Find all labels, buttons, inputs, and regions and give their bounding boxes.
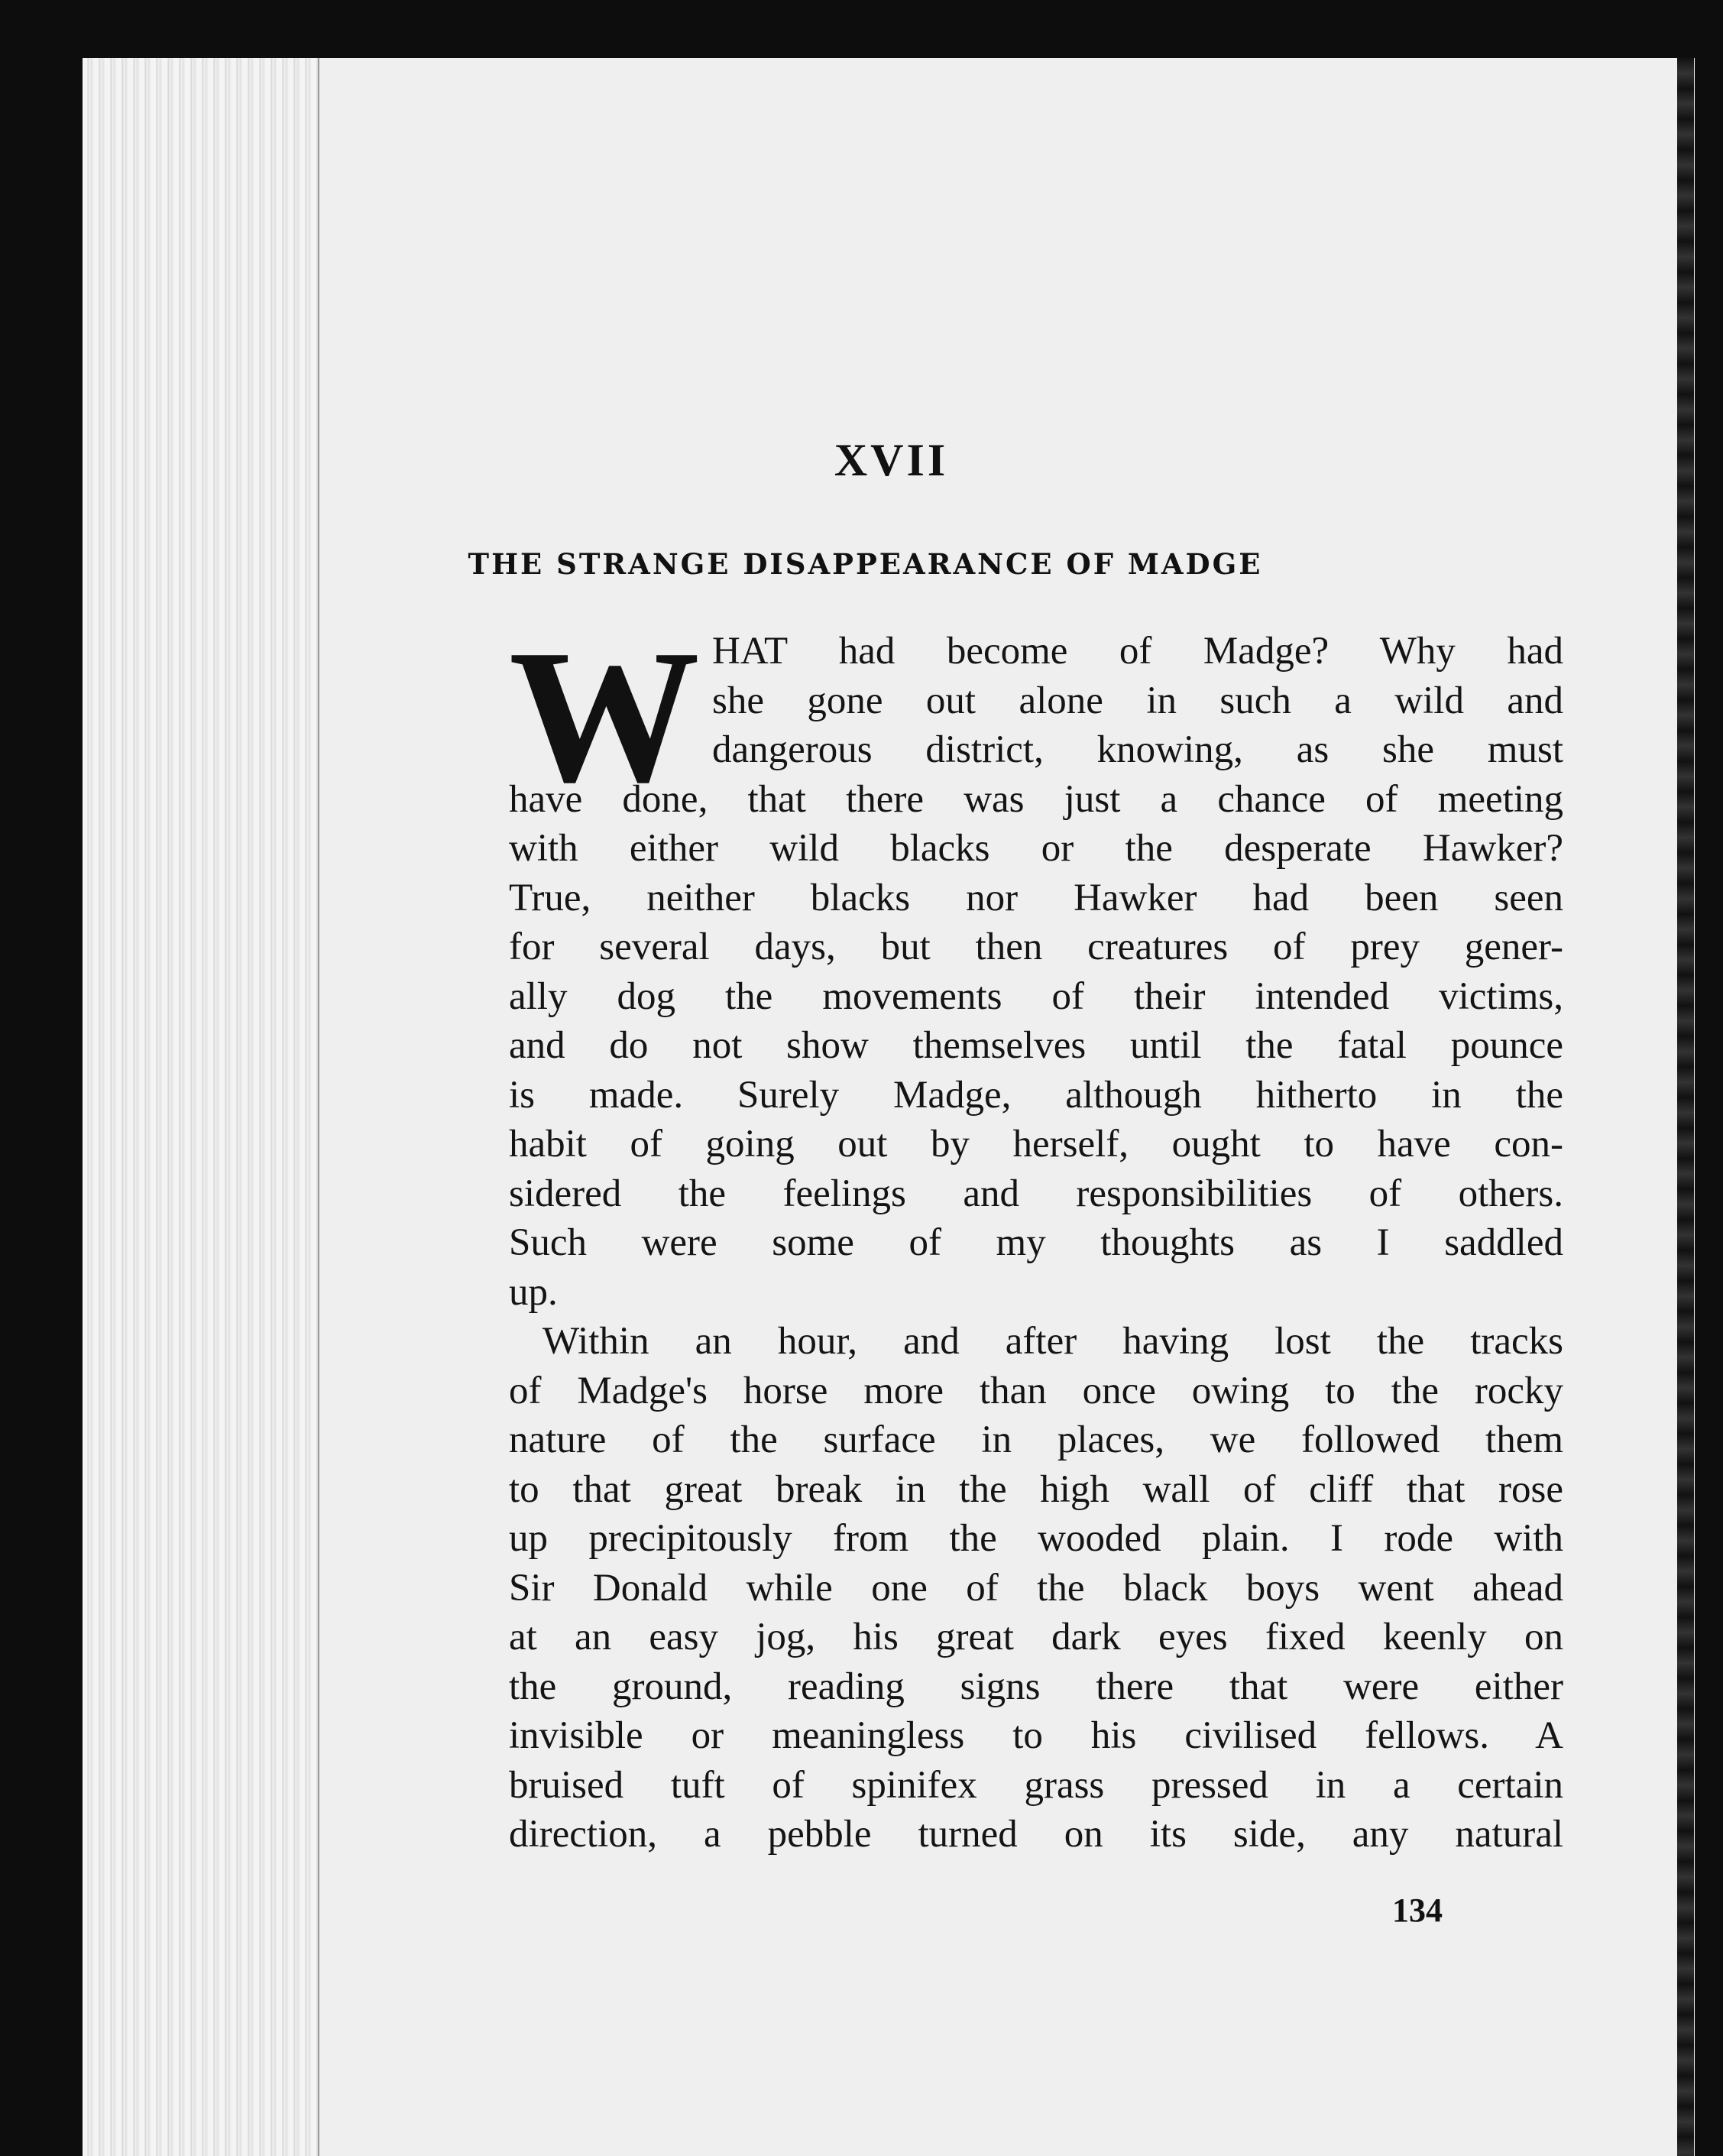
book-right-edge <box>1677 58 1694 2156</box>
text-line: dangerous district, knowing, as she must <box>712 728 1563 771</box>
text-line: habit of going out by herself, ought to have con- <box>509 1123 1563 1166</box>
text-line: sidered the feelings and responsibilities of others. <box>509 1172 1563 1215</box>
text-line: HAT had become of Madge? Why had <box>712 630 1563 673</box>
text-line: is made. Surely Madge, although hitherto in the <box>509 1073 1563 1117</box>
text-line: Sir Donald while one of the black boys went ahead <box>509 1566 1563 1610</box>
chapter-number: XVII <box>834 435 949 485</box>
text-line: the ground, reading signs there that were either <box>509 1665 1563 1708</box>
text-line: to that great break in the high wall of cliff that rose <box>509 1467 1563 1511</box>
text-line: she gone out alone in such a wild and <box>712 679 1563 722</box>
text-line: for several days, but then creatures of prey gener- <box>509 926 1563 968</box>
body-text <box>509 611 1563 1859</box>
text-line: of Madge's horse more than once owing to the rocky <box>509 1369 1563 1412</box>
text-line: direction, a pebble turned on its side, any natural <box>509 1813 1563 1856</box>
page-edges <box>83 58 319 2156</box>
chapter-title: THE STRANGE DISAPPEARANCE OF MADGE <box>468 547 1263 581</box>
text-line: bruised tuft of spinifex grass pressed in a certain <box>509 1763 1563 1807</box>
text-line: up precipitously from the wooded plain. I rode with <box>509 1517 1563 1560</box>
text-line: ally dog the movements of their intended victims, <box>509 974 1563 1018</box>
text-line: invisible or meaningless to his civilised fellows. A <box>509 1714 1563 1757</box>
text-line: with either wild blacks or the desperate Hawker? <box>509 827 1563 870</box>
text-line: at an easy jog, his great dark eyes fixed keenly on <box>509 1616 1563 1658</box>
text-line: Within an hour, and after having lost the tracks <box>542 1320 1563 1363</box>
text-line: True, neither blacks nor Hawker had been seen <box>509 876 1563 919</box>
text-line: and do not show themselves until the fatal pounce <box>509 1024 1563 1067</box>
text-line: have done, that there was just a chance of meeting <box>509 777 1563 821</box>
text-line: up. <box>509 1270 558 1314</box>
text-line: Such were some of my thoughts as I saddled <box>509 1221 1563 1264</box>
page-number: 134 <box>1392 1892 1443 1929</box>
drop-cap: W <box>509 611 700 822</box>
text-line: nature of the surface in places, we followed them <box>509 1418 1563 1461</box>
